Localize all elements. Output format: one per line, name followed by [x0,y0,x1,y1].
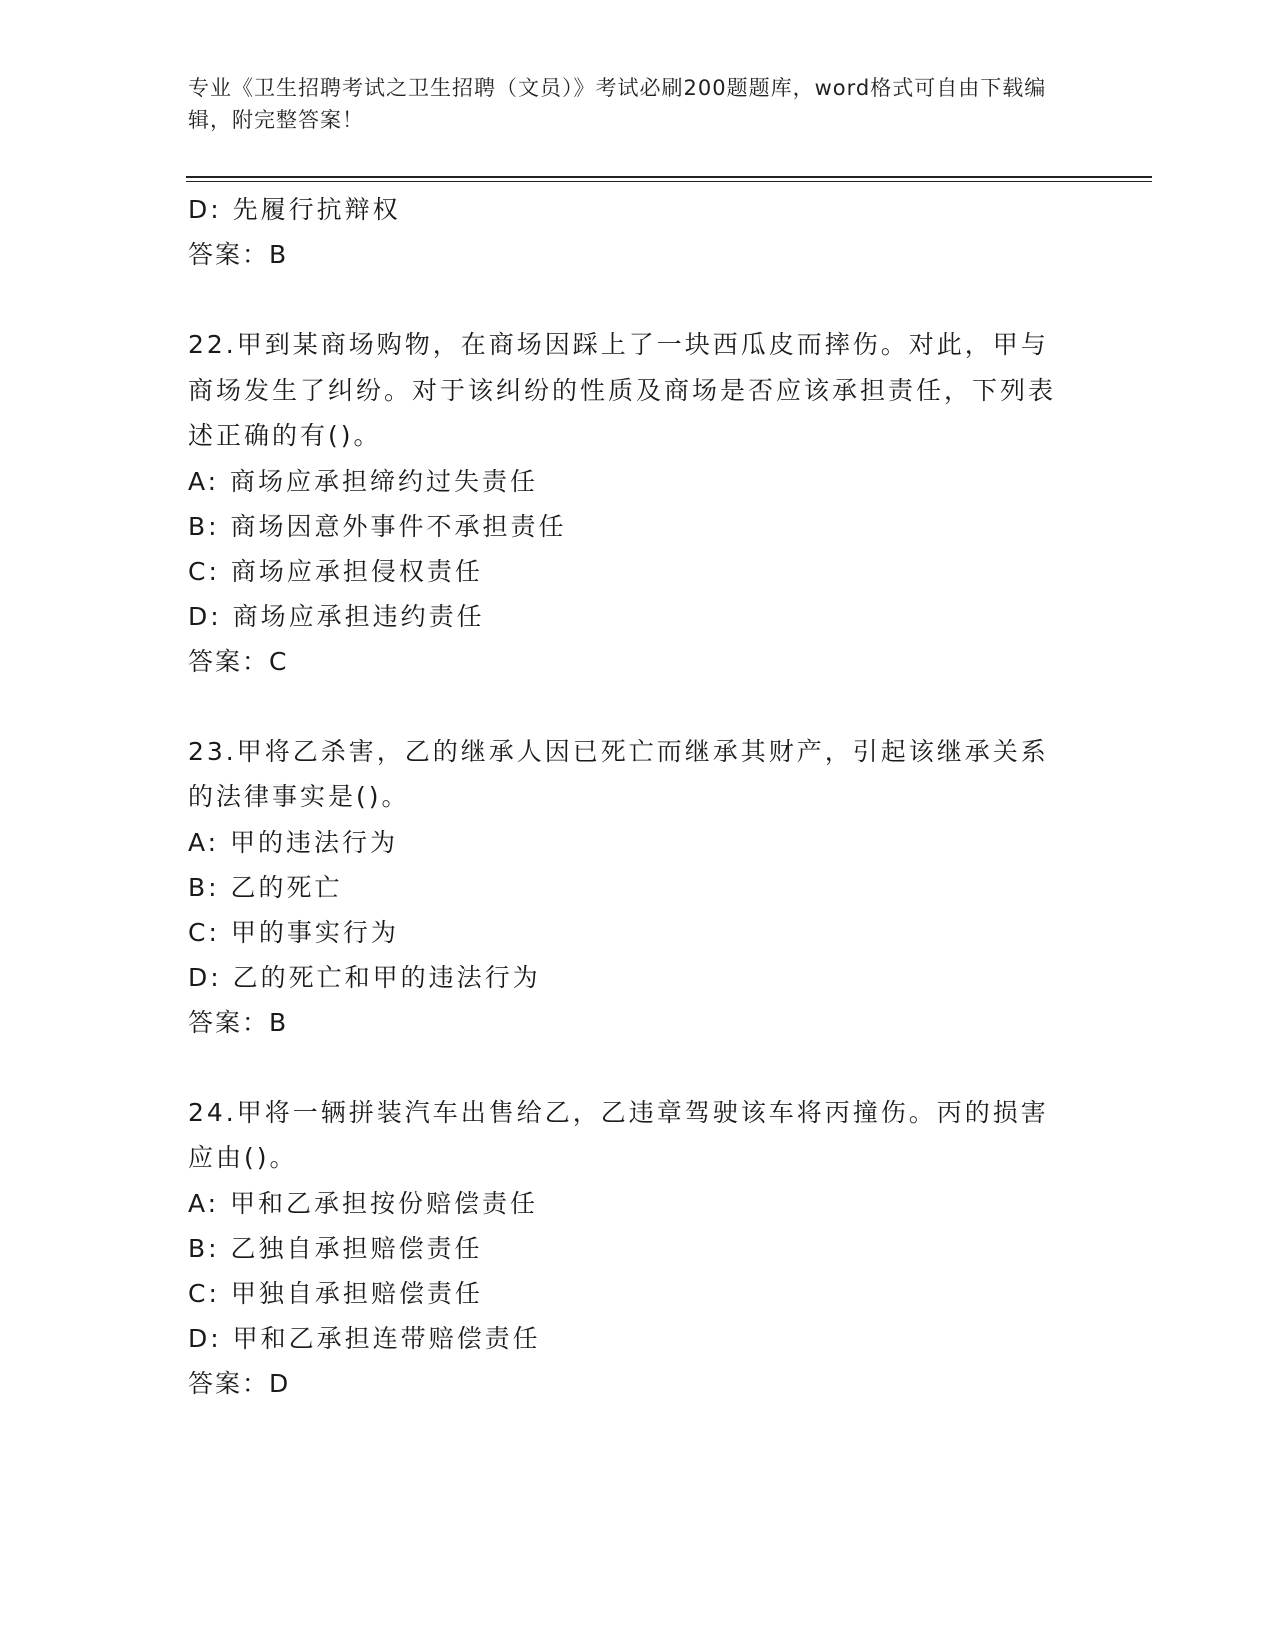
option-d: D: 商场应承担违约责任 [188,601,485,631]
question-content [188,187,1088,1406]
header-divider-thin [186,181,1152,182]
page-header: 专业《卫生招聘考试之卫生招聘（文员）》考试必刷200题题库，word格式可自由下载编辑，附完整答案！ [188,76,1047,132]
option-d: D: 甲和乙承担连带赔偿责任 [188,1323,541,1353]
option-d: D: 乙的死亡和甲的违法行为 [188,962,541,992]
option-c: C: 甲的事实行为 [188,917,399,947]
spacer [188,1045,1088,1090]
option-a: A: 甲的违法行为 [188,827,399,857]
answer-line: 答案：B [188,240,289,269]
header-divider-thick [186,176,1152,178]
option-a: A: 甲和乙承担按份赔偿责任 [188,1188,539,1218]
question-block [188,322,1088,684]
question-stem: 24.甲将一辆拼装汽车出售给乙，乙违章驾驶该车将丙撞伤。丙的损害应由()。 [188,1097,1049,1172]
question-block [188,1090,1088,1406]
answer-line: 答案：C [188,646,289,676]
option-b: B: 乙的死亡 [188,872,343,902]
option-d: D: 先履行抗辩权 [188,195,401,224]
answer-line: 答案：D [188,1368,291,1398]
option-b: B: 乙独自承担赔偿责任 [188,1233,483,1263]
spacer [188,684,1088,729]
spacer [188,277,1088,322]
question-stem: 22.甲到某商场购物，在商场因踩上了一块西瓜皮而摔伤。对此，甲与商场发生了纠纷。对于该纠纷的性质及商场是否应该承担责任，下列表述正确的有()。 [188,330,1057,450]
question-stem: 23.甲将乙杀害，乙的继承人因已死亡而继承其财产，引起该继承关系的法律事实是()。 [188,736,1049,811]
option-c: C: 商场应承担侵权责任 [188,556,483,586]
answer-line: 答案：B [188,1007,289,1037]
question-block [188,729,1088,1045]
option-a: A: 商场应承担缔约过失责任 [188,466,539,496]
option-c: C: 甲独自承担赔偿责任 [188,1278,483,1308]
option-b: B: 商场因意外事件不承担责任 [188,511,567,541]
